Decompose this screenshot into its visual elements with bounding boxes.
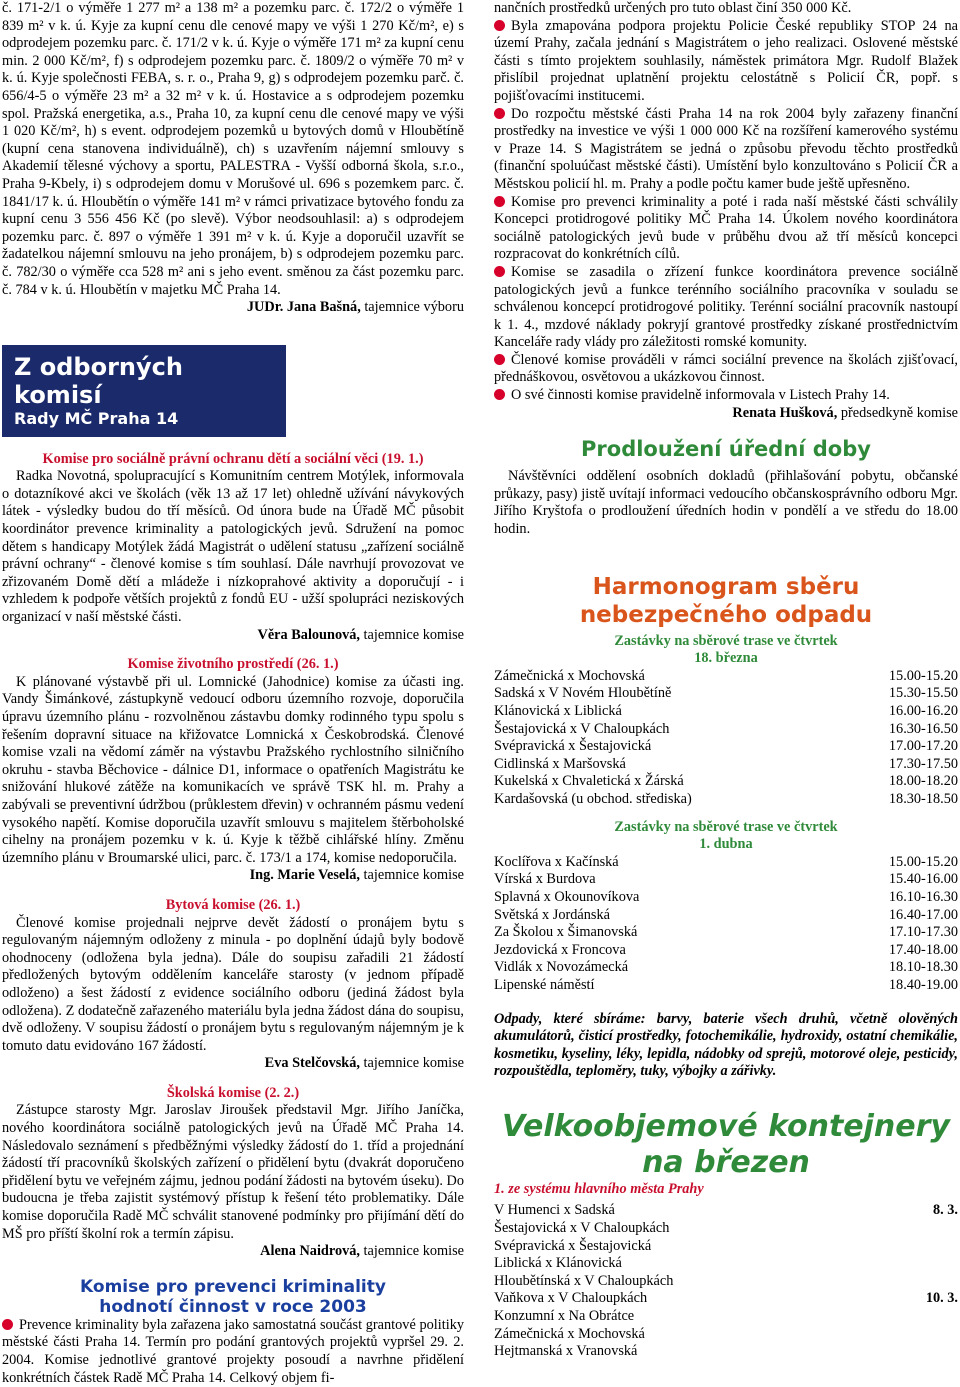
bullet-dot-icon bbox=[494, 354, 505, 365]
container-place: Šestajovická x V Chaloupkách bbox=[494, 1220, 670, 1237]
right-column bbox=[494, 0, 958, 1361]
containers-subtitle: 1. ze systému hlavního města Prahy bbox=[494, 1180, 704, 1197]
prevention-bullet bbox=[2, 1317, 464, 1387]
prevention-bullet bbox=[494, 387, 958, 405]
schedule-row bbox=[494, 756, 958, 774]
stop-time: 15.00-15.20 bbox=[888, 853, 958, 870]
intro-paragraph: č. 171-2/1 o výměře 1 277 m² a 138 m² a pozemku parc. č. 172/2 o výměře 1 839 m² v k. ú. Kyje za kupní cenu dle cenové mapy ve výši 1 270 Kč/m², e) s odprodejem pozemku parc. č. 171/2 v k. ú. Kyje o výměře 171 m² za kupní cenu min. 2 000 Kč/m², f) s odprodejem pozemku parc. č. 1809/2 o výměře 70 m² v k. ú. Kyje společnosti FEBA, s. r. o., Praha 9, g) s odprodejem pozemku parč. č. 656/4-5 o výměře 23 m² a 32 m² v k. ú. Hostavice a s odprodejem pozemku spol. Pražská energetika, a.s., Praha 10, za kupní cenu dle cenové mapy ve výši 1 020 Kč/m², h) s event. odprodejem pozemků u bytových domů v Hloubětíně (kupní cena stanovena individuálně), ch) s uzavřením nájemní smlouvy s Akademií tělesné výchovy a sportu, PALESTRA - Vyšší odborná škola, s.r.o., Praha 9-Kbely, i) s odprodejem domu v Morušové ul. 696 s pozemkem parc. č. 1841/17 k. ú. Hloubětín o výměře 141 m² v rámci privatizace bytového fondu za kupní cenu 3 556 456 Kč (po slevě). Výbor neodsouhlasil: a) s odprodejem pozemku parc. č. 897 o výměře 1 391 m² v k. ú. Kyje a doporučil uzavřít se žadatelkou nájemní smlouvu na jeho pronájem, b) s odprodejem pozemku parc. č. 782/30 o výměře cca 528 m² ani s jeho event. směnou za část pozemku parc. č. 784 v k. ú. Hloubětín v majetku MČ Praha 14. bbox=[2, 0, 464, 298]
schedule-2-date: 1. dubna bbox=[699, 836, 753, 853]
k2-title: Komise životního prostředí (26. 1.) bbox=[127, 656, 339, 673]
container-place: Svépravická x Šestajovická bbox=[494, 1237, 652, 1254]
stop-place: Světská x Jordánská bbox=[494, 906, 610, 923]
schedule-2-title: Zastávky na sběrové trase ve čtvrtek bbox=[614, 818, 838, 835]
stop-time: 16.00-16.20 bbox=[888, 703, 958, 719]
stop-time: 16.30-16.50 bbox=[888, 720, 958, 737]
schedule-2-list bbox=[494, 854, 958, 995]
schedule-row bbox=[494, 959, 958, 977]
k1-text: Radka Novotná, spolupracující s Komunitním centrem Motýlek, informovala o dotazníkové akci ve školách (věk 13 až 17 let) ohledně užívání návykových látek - výsledky budou do tří měsíců. Od února bude na Úřadě MČ působit koordinátor prevence kriminality a patologických jevů. Sdružení na pomoc dětem s handicapy Motýlek žádá Magistrát o udělení statusu „zařízení sociálně právní ochrany“ - členové komise s tím souhlasí. Dále navrhují provozovat ve zřizovaném Domě dětí a mládeže i nízkoprahové aktivity a doporučují - i vzhledem k podpoře větších projektů z fondů EU - užší spolupráci neziskových organizací v naší městské části. bbox=[2, 468, 464, 626]
bullet-dot-icon bbox=[2, 1319, 13, 1330]
prevention-title-2: hodnotí činnost v roce 2003 bbox=[99, 1296, 367, 1317]
container-place: Zámečnická x Mochovská bbox=[494, 1325, 645, 1342]
container-place: Liblická x Klánovická bbox=[494, 1255, 622, 1272]
containers-group-2 bbox=[494, 1290, 958, 1360]
k2-text: K plánované výstavbě při ul. Lomnické (Jahodnice) komise za účasti ing. Vandy Šimánkové, zástupkyně vedoucí odboru územního rozvoje, doporučila úpravu územního plánu - rozvolněnou zástavbu domky rodinného typu spolu s řešením dopravní situace na křižovatce Lomnická x Českobrodská. Členové komise vzali na vědomí záměr na výstavbu Pražského rychlostního silničního okruhu - stavba Běchovice - dálnice D1, informace o opatřeních Magistrátu ke snižování hlukové zátěže na komunikacích ve správě TSK hl. m. Prahy a zabývali se preventivní údržbou (průklestem dřevin) v ochranném pásmu vedení vysokého napětí. Komise doporučila uzavřít smlouvu s majitelem štěrboholské cihelny na pronájem pozemku v k. ú. Kyje k těžbě cihlářské hlíny. Změnu územního plánu v Broumarské ulici, parc. č. 173/1 a 174, komise nedoporučila. bbox=[2, 673, 464, 866]
schedule-row bbox=[494, 791, 958, 809]
intro-sig-role: tajemnice výboru bbox=[360, 299, 464, 316]
stop-time: 15.30-15.50 bbox=[888, 685, 958, 702]
stop-time: 17.40-18.00 bbox=[888, 941, 958, 958]
schedule-row bbox=[494, 889, 958, 907]
banner-subtitle: Rady MČ Praha 14 bbox=[14, 408, 179, 428]
k2-signature bbox=[2, 867, 464, 885]
container-place: Vaňkova x V Chaloupkách bbox=[494, 1290, 648, 1307]
schedule-row bbox=[494, 773, 958, 791]
schedule-row bbox=[494, 924, 958, 942]
container-place: Konzumní x Na Obrátce bbox=[494, 1308, 635, 1325]
k1-sig-role: tajemnice komise bbox=[359, 626, 464, 643]
stop-time: 18.10-18.30 bbox=[888, 959, 958, 976]
stop-place: Klánovická x Liblická bbox=[494, 703, 622, 719]
left-column bbox=[2, 0, 464, 1387]
stop-place: Sadská x V Novém Hloubětíně bbox=[494, 685, 672, 702]
schedule-row bbox=[494, 703, 958, 721]
stop-time: 15.40-16.00 bbox=[888, 871, 958, 888]
prevention-bullet-text: Prevence kriminality byla zařazena jako samostatná součást grantové politiky městské části Praha 14. Termín pro podání grantových projektů vypršel 29. 2. 2004. Komise jednotlivé grantové projekty posoudí a navrhne přidělení konkrétních částek Radě MČ Praha 14. Celkový objem fi- bbox=[2, 1316, 464, 1386]
schedule-row bbox=[494, 871, 958, 889]
prevention-bullet-text: Členové komise prováděli v rámci sociální prevence na školách zjišťovací, přednáškovou, osvětovou a ukázkovou činnost. bbox=[494, 351, 958, 386]
stop-time: 18.00-18.20 bbox=[888, 773, 958, 790]
container-date: 8. 3. bbox=[932, 1202, 958, 1219]
prevention-signature bbox=[494, 405, 958, 423]
stop-time: 18.30-18.50 bbox=[888, 790, 958, 807]
k4-sig-name: Alena Naidrová, bbox=[260, 1243, 360, 1260]
intro-signature bbox=[2, 299, 464, 317]
prevention-continued: nančních prostředků určených pro tuto oblast činí 350 000 Kč. bbox=[494, 0, 852, 16]
stop-place: Koclířova x Kačínská bbox=[494, 853, 619, 870]
prevention-bullet-text: O své činnosti komise pravidelně informovala v Listech Prahy 14. bbox=[511, 387, 890, 404]
bullet-dot-icon bbox=[494, 108, 505, 119]
stop-place: Jezdovická x Froncova bbox=[494, 941, 626, 958]
stop-place: Šestajovická x V Chaloupkách bbox=[494, 720, 670, 737]
schedule-row bbox=[494, 942, 958, 960]
section-banner bbox=[2, 345, 286, 437]
stop-time: 17.30-17.50 bbox=[888, 755, 958, 772]
k1-signature bbox=[2, 627, 464, 645]
waste-types-note: Odpady, které sbíráme: barvy, baterie všech druhů, včetně olověných akumulátorů, čisticí prostředky, fotochemikálie, hydroxidy, ostatní chemikálie, kosmetiku, kyseliny, léky, lepidla, nádobky od sprejů, motorové oleje, pesticidy, rozpouštědla, teploměry, tuky, výbojky a zářivky. bbox=[494, 1010, 958, 1080]
schedule-1-title: Zastávky na sběrové trase ve čtvrtek bbox=[614, 632, 838, 649]
schedule-row bbox=[494, 854, 958, 872]
intro-sig-name: JUDr. Jana Bašná, bbox=[246, 299, 361, 316]
stop-place: Lipenské náměstí bbox=[494, 976, 595, 993]
prevention-bullet bbox=[494, 264, 958, 352]
schedule-row bbox=[494, 685, 958, 703]
k4-sig-role: tajemnice komise bbox=[359, 1243, 464, 1260]
prevention-bullet bbox=[494, 106, 958, 194]
schedule-row bbox=[494, 668, 958, 686]
schedule-row bbox=[494, 907, 958, 925]
hazardous-waste-title-1: Harmonogram sběru bbox=[592, 573, 860, 600]
schedule-1-date: 18. března bbox=[694, 650, 758, 667]
containers-title-2: na březen bbox=[642, 1144, 810, 1180]
stop-place: Zámečnická x Mochovská bbox=[494, 667, 645, 684]
k1-sig-name: Věra Balounová, bbox=[257, 626, 360, 643]
container-place: Hloubětínská x V Chaloupkách bbox=[494, 1272, 674, 1289]
bullet-dot-icon bbox=[494, 196, 505, 207]
stop-place: Vidlák x Novozámecká bbox=[494, 959, 629, 976]
stop-time: 16.40-17.00 bbox=[888, 906, 958, 923]
stop-time: 15.00-15.20 bbox=[888, 667, 958, 684]
banner-title: Z odborných komisí bbox=[14, 352, 183, 409]
stop-place: Svépravická x Šestajovická bbox=[494, 738, 652, 755]
prevention-sig-name: Renata Hušková, bbox=[732, 404, 838, 421]
container-place: V Humenci x Sadská bbox=[494, 1202, 615, 1219]
container-row bbox=[494, 1202, 958, 1220]
k4-text: Zástupce starosty Mgr. Jaroslav Jiroušek představil Mgr. Jiřího Janíčka, nového koordinátora sociálně patologických jevů na Úřadě MČ Praha 14. Následovalo seznámení s předběžnými výsledky žádostí do 1. tříd a projednání žádostí tří pracovníků školských zařízení o přidělení bytu (dvakrát doporučeno přidělení bytu ve veřejném zájmu, jednou podání žádosti na bytovém úseku). Do budoucna je třeba zajistit systémový přístup k řešení této problematiky. Dále komise doporučila Radě MČ schválit stanovené podmínky pro přijímání dětí do MŠ pro příští školní rok a termín zápisu. bbox=[2, 1102, 464, 1242]
office-hours-title: Prodloužení úřední doby bbox=[581, 437, 871, 462]
k2-sig-role: tajemnice komise bbox=[359, 867, 464, 884]
prevention-bullet bbox=[494, 18, 958, 106]
stop-place: Cidlinská x Maršovská bbox=[494, 755, 626, 772]
prevention-bullet-text: Komise pro prevenci kriminality a poté i rada naší městské části schválily Koncepci protidrogové politiky MČ Praha 14. Úkolem nového koordinátora sociálně patologických jevů bude v průběhu dvou až tří měsíců koncepci rozpracovat do konkrétních cílů. bbox=[494, 193, 958, 263]
bullet-dot-icon bbox=[494, 266, 505, 277]
k2-sig-name: Ing. Marie Veselá, bbox=[249, 867, 360, 884]
bullet-dot-icon bbox=[494, 389, 505, 400]
container-date: 10. 3. bbox=[925, 1290, 958, 1307]
k3-text: Členové komise projednali nejprve devět žádostí o pronájem bytu s regulovaným nájemným odloženy z minula - po doplnění údajů byly bodově ohodnoceny (odložena byla jedna). Dále do soupisu zařadili 21 žádostí předložených bytovým oddělením kanceláře starosty (v jednom případě odloženo) a šest žádostí z evidence sociálního odboru (jediná žádost byla odložena). Z dodatečně zařazeného materiálu byla jedna žádost dána do soupisu, dvě odloženy. V soupisu žádostí o pronájem bytu s regulovaným nájemným je k tomuto datu evidováno 167 žádostí. bbox=[2, 914, 464, 1054]
stop-time: 18.40-19.00 bbox=[888, 976, 958, 993]
k3-sig-role: tajemnice komise bbox=[359, 1055, 464, 1072]
k3-sig-name: Eva Stelčovská, bbox=[264, 1055, 360, 1072]
office-hours-text: Návštěvníci oddělení osobních dokladů (přihlašování pobytu, občanské průkazy, pasy) jistě uvítají informaci vedoucího občanskosprávního odboru Mgr. Jiřího Kryštofa o prodloužení úředních hodin v pondělí a ve středu do 18.00 hodin. bbox=[494, 468, 958, 538]
hazardous-waste-title-2: nebezpečného odpadu bbox=[579, 601, 873, 628]
containers-group-1 bbox=[494, 1202, 958, 1290]
stop-time: 17.10-17.30 bbox=[888, 924, 958, 941]
schedule-row bbox=[494, 721, 958, 739]
prevention-title-1: Komise pro prevenci kriminality bbox=[80, 1276, 386, 1297]
k4-title: Školská komise (2. 2.) bbox=[166, 1084, 300, 1101]
k4-signature bbox=[2, 1243, 464, 1261]
k3-signature bbox=[2, 1055, 464, 1073]
stop-place: Za Školou x Šimanovská bbox=[494, 924, 638, 941]
prevention-bullet-text: Komise se zasadila o zřízení funkce koordinátora prevence sociálně patologických jevů a funkce terénního sociálního pracovníka v souladu se schválenou koncepcí protidrogové politiky. Terénní sociální pracovník nastoupí k 1. 4., mzdové náklady pokryjí grantové prostředky získané prostřednictvím Kanceláře rady vlády pro záležitosti romské komunity. bbox=[494, 263, 958, 351]
prevention-bullet bbox=[494, 194, 958, 264]
schedule-1-list bbox=[494, 668, 958, 809]
stop-place: Kukelská x Chvaletická x Žárská bbox=[494, 773, 684, 790]
stop-time: 16.10-16.30 bbox=[888, 888, 958, 905]
k1-title: Komise pro sociálně právní ochranu dětí a sociální věci (19. 1.) bbox=[42, 450, 424, 467]
prevention-sig-role: předsedkyně komise bbox=[837, 404, 958, 421]
schedule-row bbox=[494, 738, 958, 756]
bullet-dot-icon bbox=[494, 20, 505, 31]
container-row bbox=[494, 1290, 958, 1308]
stop-place: Kardašovská (u obchod. střediska) bbox=[494, 790, 692, 807]
stop-time: 17.00-17.20 bbox=[888, 738, 958, 755]
prevention-bullet-text: Byla zmapována podpora projektu Policie České republiky STOP 24 na území Prahy, začala jednání s Magistrátem o jeho realizaci. Oslovené městské části s tímto projektem souhlasily, náměstek primátora Mgr. Rudolf Blažek přislíbil projednat uplatnění projektu celostátně s Policií ČR, popř. s pojišťovacími institucemi. bbox=[494, 17, 958, 104]
k3-title: Bytová komise (26. 1.) bbox=[165, 896, 301, 913]
container-place: Hejtmanská x Vranovská bbox=[494, 1343, 638, 1360]
prevention-bullet-text: Do rozpočtu městské části Praha 14 na rok 2004 byly zařazeny finanční prostředky na investice ve výši 1 000 000 Kč na rozšíření kamerového systému v Praze 14. S Magistrátem se jedná o způsobu převodu těchto prostředků (finanční spoluúčast městské části). Umístění bylo konzultováno s Policií ČR a Městskou policií hl. m. Prahy a podle počtu kamer bude ještě upřesněno. bbox=[494, 105, 958, 192]
stop-place: Splavná x Okounovíkova bbox=[494, 888, 640, 905]
prevention-bullet bbox=[494, 352, 958, 387]
schedule-row bbox=[494, 977, 958, 995]
containers-title-1: Velkoobjemové kontejnery bbox=[502, 1108, 950, 1144]
stop-place: Vírská x Burdova bbox=[494, 871, 596, 888]
